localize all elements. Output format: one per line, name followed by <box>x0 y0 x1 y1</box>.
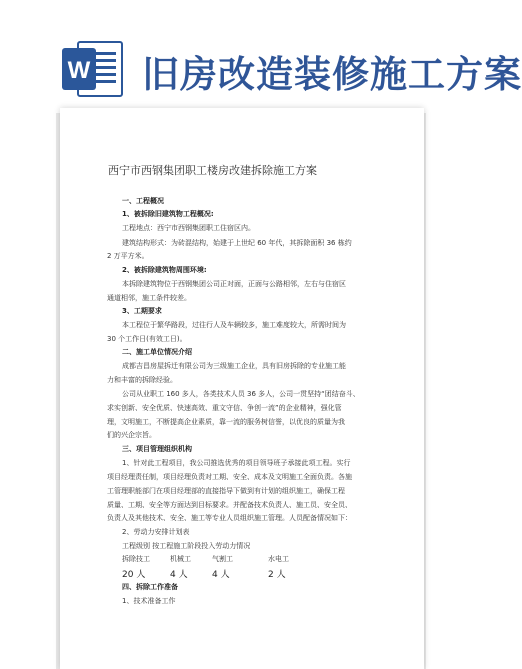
table-header-cell: 气割工 <box>212 555 233 563</box>
paragraph-line: 质量、工期、安全等方面达到目标要求。并配备技术负责人、施工员、安全员、 <box>107 501 352 509</box>
subsection-heading: 1、被拆除旧建筑物工程概况: <box>122 210 214 218</box>
paragraph-line: 力和丰富的拆除经验。 <box>107 376 177 384</box>
document-page <box>60 108 424 669</box>
table-header-cell: 拆除技工 <box>122 555 150 563</box>
paragraph-line: 求实创新、安全优质、快速高效、重文守信、争创一流”的企业精神，强化管 <box>107 404 342 412</box>
table-caption: 工程级别 按工程施工阶段投入劳动力情况 <box>122 542 251 550</box>
table-header-cell: 机械工 <box>170 555 191 563</box>
section-heading: 四、拆除工作准备 <box>122 583 178 591</box>
paragraph-line: 项目经理责任制，项目经理负责对工期、安全、成本及文明施工全面负责。各施 <box>107 473 352 481</box>
paragraph-line: 工程地点：西宁市西钢集团职工住宿区内。 <box>122 224 255 232</box>
table-value-cell: 20 人 <box>122 570 146 580</box>
table-header-cell: 水电工 <box>268 555 289 563</box>
paragraph-line: 建筑结构形式：为砖混结构，始建于上世纪 60 年代，其拆除面积 36 栋约 <box>122 239 352 247</box>
paragraph-line: 本拆除建筑物位于西钢集团公司正对面，正面与公路相邻，左右与住宿区 <box>122 280 346 288</box>
table-value-cell: 4 人 <box>170 570 188 580</box>
paragraph-line: 本工程位于繁华路段，过往行人及车辆较多，施工难度较大，所需时间为 <box>122 321 346 329</box>
paragraph-line: 理，文明施工，不断提高企业素质，靠一流的服务树信誉，以优良的质量为我 <box>107 418 345 426</box>
banner-title: 旧房改造装修施工方案 <box>142 52 522 96</box>
section-heading: 一、工程概况 <box>122 197 164 205</box>
subsection-heading: 3、工期要求 <box>122 307 162 315</box>
section-heading: 三、项目管理组织机构 <box>122 445 192 453</box>
document-title: 西宁市西钢集团职工楼房改建拆除施工方案 <box>108 164 317 177</box>
paragraph-line: 工管理职能部门在项目经理部的直接指导下做到有计划的组织施工，确保工程 <box>107 487 345 495</box>
paragraph-line: 2、劳动力安排计划表 <box>122 528 190 536</box>
section-heading: 二、施工单位情况介绍 <box>122 348 192 356</box>
svg-text:W: W <box>67 57 91 84</box>
paragraph-line: 公司从业职工 160 多人，各类技术人员 36 多人，公司一贯坚持“团结奋斗、 <box>122 390 360 398</box>
table-value-cell: 4 人 <box>212 570 230 580</box>
banner <box>0 0 522 100</box>
paragraph-line: 们的兴企宗旨。 <box>107 431 156 439</box>
paragraph-line: 2 万平方米。 <box>107 252 149 260</box>
word-document-icon <box>62 40 124 98</box>
paragraph-line: 负责人及其他技术、安全、施工等专业人员组织施工管理。人员配备情况如下： <box>107 514 352 522</box>
paragraph-line: 30 个工作日(有效工日)。 <box>107 335 187 343</box>
paragraph-line: 通道相邻，施工条件较差。 <box>107 294 191 302</box>
paragraph-line: 1、针对此工程项目，我公司推选优秀的项目领导班子承接此项工程。实行 <box>122 459 351 467</box>
subsection-heading: 2、被拆除建筑物周围环境: <box>122 266 207 274</box>
paragraph-line: 1、技术准备工作 <box>122 597 176 605</box>
paragraph-line: 成都吉昌房屋拆迁有限公司为三级施工企业，具有旧房拆除的专业施工能 <box>122 362 346 370</box>
table-value-cell: 2 人 <box>268 570 286 580</box>
